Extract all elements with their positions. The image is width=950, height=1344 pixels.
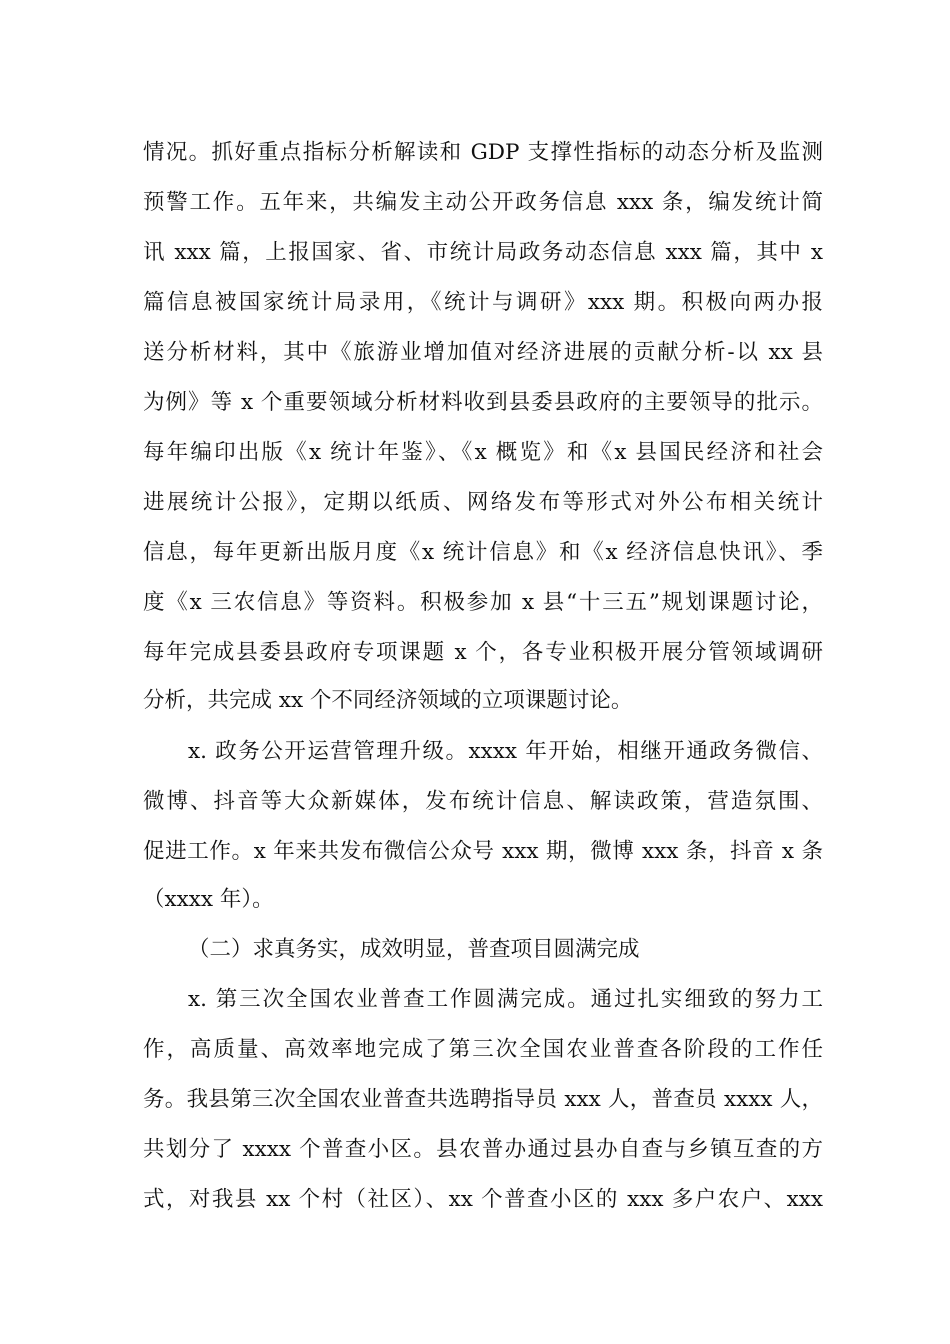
paragraph-line: x. 政务公开运营管理升级。xxxx 年开始，相继开通政务微信、 [188, 739, 823, 764]
paragraph-line: 度《x 三农信息》等资料。积极参加 x 县“十三五”规划课题讨论， [143, 590, 823, 615]
paragraph-line: 式，对我县 xx 个村（社区）、xx 个普查小区的 xxx 多户农户、xxx [143, 1187, 823, 1212]
paragraph-line: 送分析材料，其中《旅游业增加值对经济进展的贡献分析-以 xx 县 [143, 340, 823, 365]
paragraph-line: 务。我县第三次全国农业普查共选聘指导员 xxx 人，普查员 xxxx 人， [143, 1087, 823, 1112]
paragraph-line: 为例》等 x 个重要领域分析材料收到县委县政府的主要领导的批示。 [143, 390, 823, 415]
paragraph-line: 讯 xxx 篇，上报国家、省、市统计局政务动态信息 xxx 篇，其中 x [143, 240, 823, 265]
paragraph-line: 促进工作。x 年来共发布微信公众号 xxx 期，微博 xxx 条，抖音 x 条 [143, 839, 823, 864]
paragraph-line: 每年完成县委县政府专项课题 x 个，各专业积极开展分管领域调研 [143, 640, 823, 665]
paragraph-line: 预警工作。五年来，共编发主动公开政务信息 xxx 条，编发统计简 [143, 190, 823, 215]
paragraph-line: 作，高质量、高效率地完成了第三次全国农业普查各阶段的工作任 [143, 1037, 823, 1062]
paragraph-line: 篇信息被国家统计局录用，《统计与调研》xxx 期。积极向两办报 [143, 290, 823, 315]
section-heading: （二）求真务实，成效明显，普查项目圆满完成 [188, 937, 640, 962]
paragraph-line: 情况。抓好重点指标分析解读和 GDP 支撑性指标的动态分析及监测 [143, 140, 823, 165]
paragraph-line: 每年编印出版《x 统计年鉴》、《x 概览》和《x 县国民经济和社会 [143, 440, 823, 465]
paragraph-line: （xxxx 年）。 [143, 887, 274, 912]
paragraph-line: x. 第三次全国农业普查工作圆满完成。通过扎实细致的努力工 [188, 987, 823, 1012]
paragraph-line: 进展统计公报》，定期以纸质、网络发布等形式对外公布相关统计 [143, 490, 823, 515]
paragraph-line: 共划分了 xxxx 个普查小区。县农普办通过县办自查与乡镇互查的方 [143, 1137, 823, 1162]
paragraph-line: 信息，每年更新出版月度《x 统计信息》和《x 经济信息快讯》、季 [143, 540, 823, 565]
paragraph-line: 分析，共完成 xx 个不同经济领域的立项课题讨论。 [143, 688, 633, 713]
paragraph-line: 微博、抖音等大众新媒体，发布统计信息、解读政策，营造氛围、 [143, 789, 823, 814]
